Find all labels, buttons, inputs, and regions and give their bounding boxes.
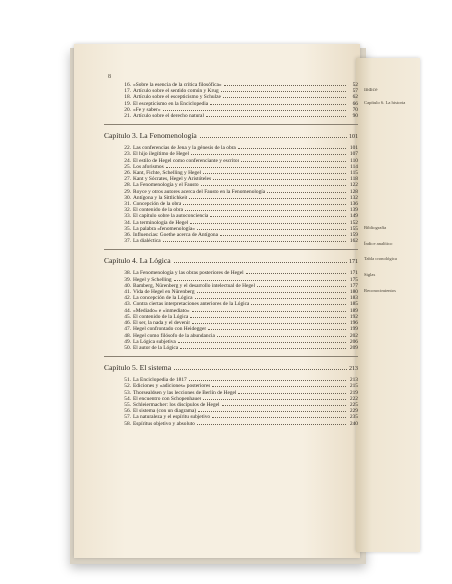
entry-title: Artículo sobre el escepticismo y Schulze: [133, 94, 221, 101]
entry-title: Thorsealdsen y las lecciones de Berlín de Hegel: [133, 389, 237, 396]
entry-number: 38.: [124, 270, 131, 277]
toc-entry: [104, 345, 358, 351]
leader-dots: [212, 386, 346, 387]
facing-item: Índice analítico: [364, 240, 393, 246]
entry-page: 196: [349, 320, 358, 327]
facing-item: Tabla cronológica: [364, 256, 397, 262]
entry-page: 90: [352, 113, 358, 120]
entry-number: 57.: [124, 414, 131, 421]
leader-dots: [166, 167, 346, 168]
facing-item: Reconocimientos: [364, 287, 396, 293]
leader-dots: [210, 104, 346, 105]
right-page: [356, 58, 420, 552]
entry-title: La terminología de Hegel: [133, 219, 189, 226]
toc-entry: [104, 113, 358, 119]
entry-number: 37.: [124, 238, 131, 245]
leader-dots: [221, 91, 346, 92]
leader-dots: [241, 161, 346, 162]
leader-dots: [200, 137, 347, 138]
facing-item: Bibliografía: [364, 225, 387, 231]
page-number: 8: [108, 74, 111, 80]
entry-title: La Fenomenología y las obras posteriores de Hegel: [133, 270, 244, 277]
entry-title: Kant, Fichte, Schelling y Hegel: [133, 170, 201, 177]
entry-number: 36.: [124, 232, 131, 239]
leader-dots: [185, 210, 346, 211]
entry-title: El capítulo sobre la autoconciencia: [133, 213, 209, 220]
entry-page: 213: [349, 377, 358, 384]
entry-title: Concepción de la obra: [133, 201, 182, 208]
entry-page: 219: [349, 389, 358, 396]
entry-title: La concepción de la Lógica: [133, 295, 193, 302]
entry-number: 34.: [124, 219, 131, 226]
entry-page: 66: [352, 100, 358, 107]
leader-dots: [267, 192, 346, 193]
leader-dots: [223, 97, 346, 98]
entry-page: 185: [349, 301, 358, 308]
entry-page: 132: [349, 194, 358, 201]
leader-dots: [246, 273, 346, 274]
entry-number: 22.: [124, 145, 131, 152]
entry-title: Vida de Hegel en Nürenberg: [133, 289, 195, 296]
leader-dots: [251, 304, 346, 305]
entry-page: 162: [349, 238, 358, 245]
entry-number: 25.: [124, 163, 131, 170]
entry-number: 24.: [124, 157, 131, 164]
entry-number: 41.: [124, 289, 131, 296]
entry-title: La Enciclopedia de 1817: [133, 377, 187, 384]
leader-dots: [213, 179, 346, 180]
entry-number: 53.: [124, 389, 131, 396]
entry-number: 21.: [124, 113, 131, 120]
leader-dots: [180, 348, 346, 349]
entry-title: Contra ciertas interpretaciones anteriores de la Lógica: [133, 301, 250, 308]
chapter-heading: [104, 131, 358, 142]
entry-title: La palabra «fenomenología»: [133, 225, 195, 232]
entry-page: 215: [349, 383, 358, 390]
entry-number: 42.: [124, 295, 131, 302]
entry-page: 149: [349, 213, 358, 220]
entry-title: Artículo sobre el derecho natural: [133, 113, 204, 120]
leader-dots: [238, 148, 346, 149]
entry-page: 128: [349, 188, 358, 195]
chapter-page: 213: [349, 366, 358, 373]
entry-title: El sistema (con un diagrama): [133, 408, 197, 415]
entry-page: 199: [349, 326, 358, 333]
entry-page: 70: [352, 106, 358, 113]
entry-title: El encuentro con Schopenhauer: [133, 395, 202, 402]
leader-dots: [198, 411, 346, 412]
entry-number: 33.: [124, 213, 131, 220]
entry-number: 58.: [124, 420, 131, 427]
entry-page: 225: [349, 401, 358, 408]
chapter-divider: [104, 249, 358, 250]
entry-number: 35.: [124, 225, 131, 232]
entry-page: 229: [349, 408, 358, 415]
table-of-contents: [104, 82, 358, 427]
entry-title: La naturaleza y el espíritu subjetivo: [133, 414, 211, 421]
leader-dots: [203, 173, 346, 174]
leader-dots: [174, 280, 346, 281]
entry-title: El estilo de Hegel como conferenciante y escritor: [133, 157, 240, 164]
entry-page: 222: [349, 395, 358, 402]
leader-dots: [201, 185, 346, 186]
entry-title: Los aforismos: [133, 163, 164, 170]
facing-page-text: [364, 88, 420, 293]
leader-dots: [220, 235, 346, 236]
entry-title: «Mediado» e «inmediato»: [133, 307, 190, 314]
entry-title: La dialéctica: [133, 238, 161, 245]
entry-number: 30.: [124, 194, 131, 201]
chapter-heading: [104, 363, 358, 374]
leader-dots: [212, 417, 346, 418]
entry-page: 192: [349, 313, 358, 320]
entry-number: 27.: [124, 176, 131, 183]
entry-page: 136: [349, 201, 358, 208]
facing-item: Siglas: [364, 271, 376, 277]
entry-number: 56.: [124, 408, 131, 415]
entry-page: 155: [349, 225, 358, 232]
entry-page: 159: [349, 232, 358, 239]
entry-page: 152: [349, 219, 358, 226]
facing-page-header: Índice: [364, 88, 378, 93]
leader-dots: [183, 204, 346, 205]
entry-title: El autor de la Lógica: [133, 344, 179, 351]
entry-number: 32.: [124, 207, 131, 214]
leader-dots: [189, 198, 346, 199]
entry-page: 206: [349, 338, 358, 345]
entry-number: 20.: [124, 106, 131, 113]
entry-page: 209: [349, 344, 358, 351]
entry-number: 26.: [124, 170, 131, 177]
leader-dots: [197, 292, 346, 293]
entry-page: 62: [352, 94, 358, 101]
entry-number: 45.: [124, 313, 131, 320]
entry-page: 202: [349, 332, 358, 339]
leader-dots: [197, 424, 346, 425]
entry-title: El contenido de la obra: [133, 207, 183, 214]
chapter-page: 171: [349, 259, 358, 266]
entry-number: 51.: [124, 377, 131, 384]
entry-title: Artículo sobre el sentido común y Krug: [133, 88, 219, 95]
leader-dots: [217, 336, 346, 337]
leader-dots: [191, 154, 346, 155]
entry-page: 115: [350, 170, 358, 177]
entry-number: 48.: [124, 332, 131, 339]
entry-page: 183: [349, 295, 358, 302]
leader-dots: [178, 342, 346, 343]
entry-page: 240: [349, 420, 358, 427]
leader-dots: [174, 369, 347, 370]
leader-dots: [206, 116, 346, 117]
chapter-heading: [104, 256, 358, 267]
leader-dots: [208, 329, 346, 330]
entry-title: El escepticismo en la Enciclopedia: [133, 100, 209, 107]
entry-number: 55.: [124, 401, 131, 408]
entry-title: Schleiermacher: los discípulos de Hegel: [133, 401, 220, 408]
entry-title: La Fenomenología y el Fausto: [133, 182, 199, 189]
chapter-title: Capítulo 3. La Fenomenología: [104, 131, 197, 141]
entry-number: 17.: [124, 88, 131, 95]
entry-title: Kant y Sócrates, Hegel y Aristóteles: [133, 176, 212, 183]
entry-page: 57: [352, 88, 358, 95]
leader-dots: [257, 286, 346, 287]
entry-number: 31.: [124, 201, 131, 208]
entry-page: 139: [349, 207, 358, 214]
chapter-divider: [104, 124, 358, 125]
entry-title: El ser, la nada y el devenir: [133, 320, 191, 327]
entry-number: 40.: [124, 282, 131, 289]
entry-page: 114: [350, 163, 358, 170]
leader-dots: [203, 399, 346, 400]
entry-number: 18.: [124, 94, 131, 101]
entry-title: Royce y otros autores acerca del Fausto en la Fenomenología: [133, 188, 266, 195]
entry-title: Hegel como filósofo de la abundancia: [133, 332, 215, 339]
entry-number: 50.: [124, 344, 131, 351]
entry-page: 107: [349, 151, 358, 158]
entry-page: 122: [349, 182, 358, 189]
entry-number: 29.: [124, 188, 131, 195]
entry-page: 110: [350, 157, 358, 164]
entry-number: 28.: [124, 182, 131, 189]
toc-entry: [104, 421, 358, 427]
entry-title: Las conferencias de Jena y la génesis de la obra: [133, 145, 236, 152]
chapter-divider: [104, 356, 358, 357]
entry-title: El contenido de la Lógica: [133, 313, 189, 320]
entry-page: 235: [349, 414, 358, 421]
chapter-page: 101: [349, 134, 358, 141]
chapter-title: Capítulo 4. La Lógica: [104, 256, 171, 266]
entry-number: 23.: [124, 151, 131, 158]
leader-dots: [174, 262, 347, 263]
entry-number: 44.: [124, 307, 131, 314]
entry-number: 47.: [124, 326, 131, 333]
leader-dots: [189, 380, 346, 381]
entry-title: «Sobre la esencia de la crítica filosófica»: [133, 82, 222, 88]
entry-number: 54.: [124, 395, 131, 402]
entry-number: 46.: [124, 320, 131, 327]
leader-dots: [197, 229, 346, 230]
entry-title: «Fe y saber»: [133, 106, 161, 113]
leader-dots: [192, 311, 346, 312]
leader-dots: [210, 216, 346, 217]
facing-item: Capítulo 6. La historia: [364, 99, 406, 105]
entry-title: Hegel y Schelling: [133, 276, 172, 283]
entry-title: Influencias: Goethe acerca de Antígona: [133, 232, 219, 239]
entry-title: Espíritus objetivo y absoluto: [133, 420, 195, 427]
entry-page: 189: [349, 307, 358, 314]
leader-dots: [190, 223, 346, 224]
toc-entry: [104, 238, 358, 244]
entry-page: 101: [349, 145, 358, 152]
chapter-title: Capítulo 5. El sistema: [104, 363, 172, 373]
leader-dots: [163, 241, 346, 242]
entry-number: 16.: [124, 82, 131, 88]
entry-title: Antígona y la Sittlichkeit: [133, 194, 188, 201]
entry-number: 43.: [124, 301, 131, 308]
entry-page: 180: [349, 289, 358, 296]
leader-dots: [192, 323, 346, 324]
entry-title: Ediciones y «adiciones» posteriores: [133, 383, 211, 390]
leader-dots: [224, 85, 346, 86]
leader-dots: [190, 317, 346, 318]
entry-page: 177: [349, 282, 358, 289]
entry-page: 171: [349, 270, 358, 277]
leader-dots: [222, 405, 346, 406]
entry-number: 19.: [124, 100, 131, 107]
leader-dots: [238, 393, 346, 394]
entry-title: El hijo ilegítimo de Hegel: [133, 151, 189, 158]
entry-title: Bamberg, Nürenberg y el desarrollo intelectual de Hegel: [133, 282, 255, 289]
entry-title: Hegel confrontado con Heidegger: [133, 326, 207, 333]
entry-number: 39.: [124, 276, 131, 283]
entry-page: 175: [349, 276, 358, 283]
leader-dots: [195, 298, 346, 299]
entry-title: La Lógica subjetiva: [133, 338, 176, 345]
leader-dots: [163, 110, 346, 111]
entry-page: 118: [350, 176, 358, 183]
entry-number: 52.: [124, 383, 131, 390]
entry-page: 52: [352, 82, 358, 88]
entry-number: 49.: [124, 338, 131, 345]
